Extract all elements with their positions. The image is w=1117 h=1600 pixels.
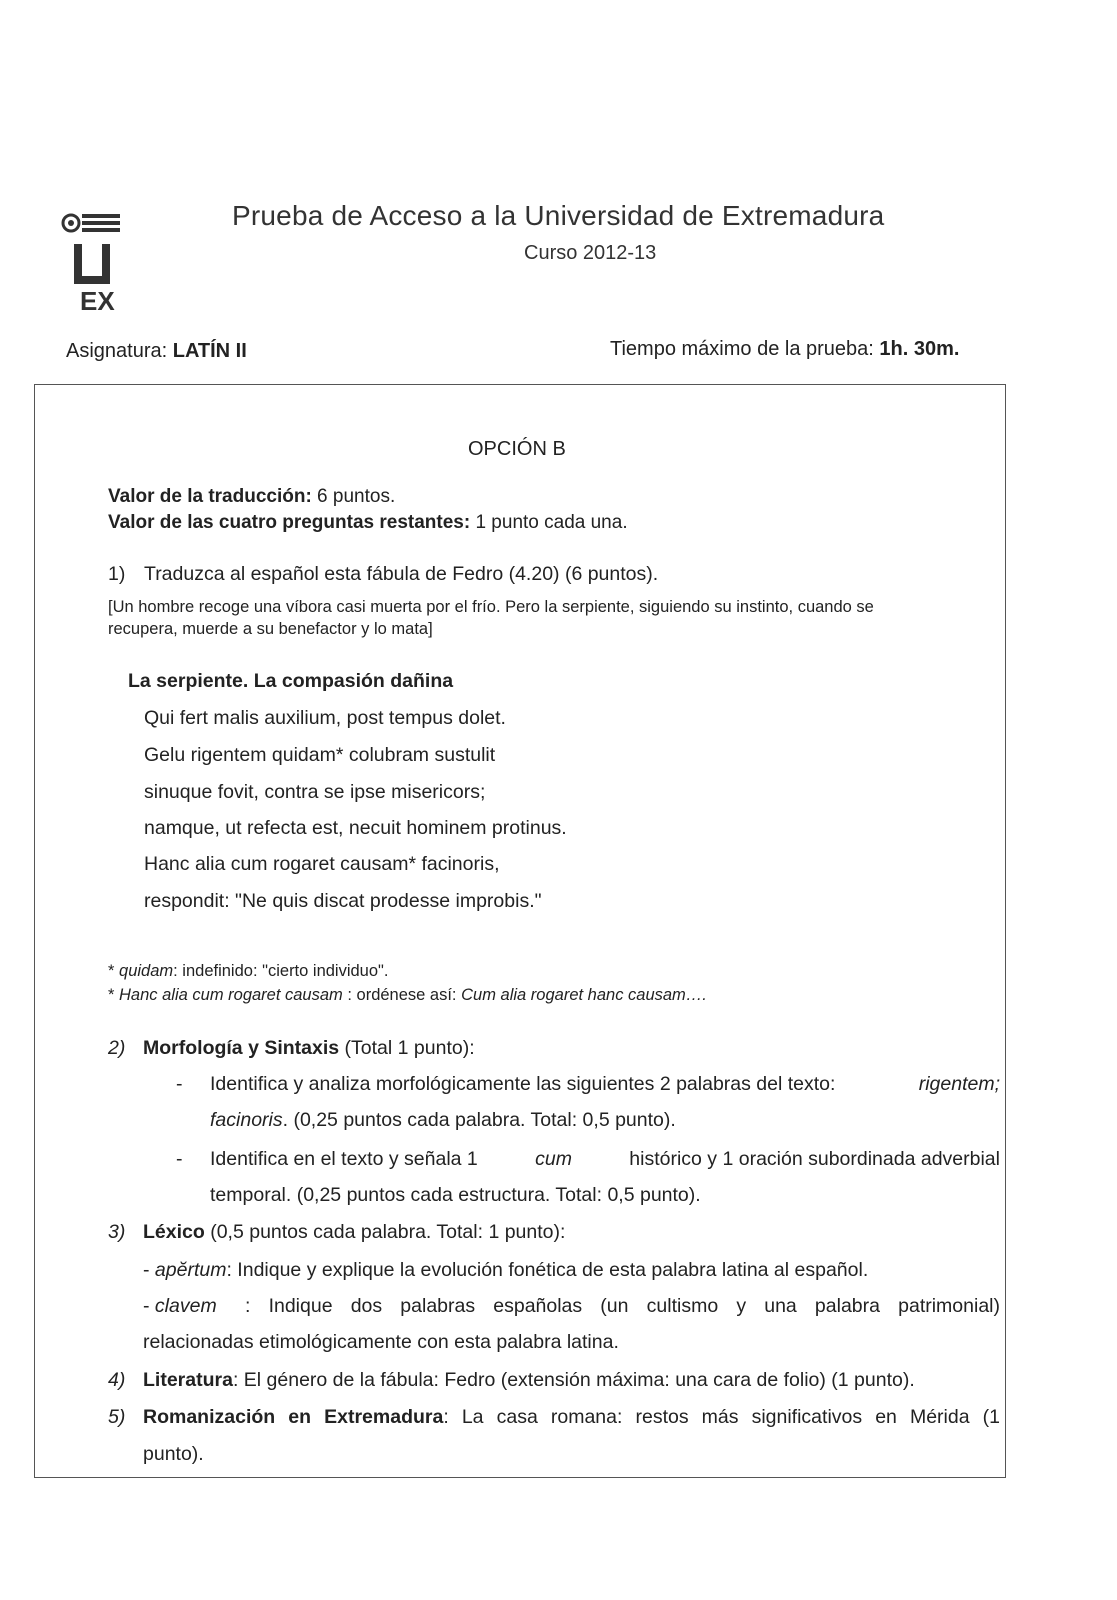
q2-bullet1-line1 [210, 1073, 1000, 1096]
university-logo [60, 212, 150, 320]
q2-bullet2-text-b: histórico y 1 oración subordinada adverbial [629, 1148, 1000, 1170]
course-year: Curso 2012-13 [524, 242, 657, 264]
fable-title: La serpiente. La compasión dañina [128, 670, 454, 692]
footnote-star: * [108, 986, 120, 1004]
questions-value-text: 1 punto cada una. [470, 512, 628, 533]
q5-number: 5) [108, 1406, 126, 1428]
q2-bullet2-line1 [210, 1148, 1000, 1171]
q3-title: Léxico [143, 1221, 205, 1243]
time-line [610, 338, 959, 361]
verse-line: sinuque fovit, contra se ipse misericors; [144, 781, 486, 803]
verse-line: Hanc alia cum rogaret causam* facinoris, [144, 853, 500, 875]
verse-line: namque, ut refecta est, necuit hominem protinus. [144, 817, 567, 839]
q3-item2-line1: - clavem : Indique dos palabras españolas (un cultismo y una palabra patrimonial) [143, 1295, 1000, 1317]
q2-number: 2) [108, 1037, 126, 1059]
logo-text: EX [80, 286, 115, 316]
q2-heading [143, 1037, 475, 1060]
footnote-quidam [108, 962, 388, 981]
q3-item2-word: clavem [154, 1295, 217, 1317]
verse-line: Qui fert malis auxilium, post tempus dolet. [144, 707, 506, 729]
q2-bullet1-text: Identifica y analiza morfológicamente las siguientes 2 palabras del texto: [210, 1073, 836, 1095]
questions-value-label: Valor de las cuatro preguntas restantes: [108, 512, 471, 533]
q3-item2-line2: relacionadas etimológicamente con esta palabra latina. [143, 1331, 619, 1353]
q5-text: : La casa romana: restos más significativos en Mérida (1 [443, 1406, 1000, 1428]
q3-number: 3) [108, 1221, 126, 1243]
q2-bullet2-text-a: Identifica en el texto y señala 1 [210, 1148, 478, 1170]
translation-value-label: Valor de la traducción: [108, 486, 312, 507]
footnote-order [108, 986, 707, 1005]
q2-bullet2-cum: cum [535, 1148, 572, 1170]
q4-text: : El género de la fábula: Fedro (extensión máxima: una cara de folio) (1 punto). [232, 1369, 915, 1391]
q1-summary-line1: [Un hombre recoge una víbora casi muerta por el frío. Pero la serpiente, siguiendo su instinto, cuando se [108, 598, 874, 616]
q3-item1-word: apĕrtum [154, 1259, 227, 1281]
subject-line [66, 340, 247, 363]
q3-item1-text: : Indique y explique la evolución fonética de esta palabra latina al español. [226, 1259, 869, 1281]
footnote-order-text: Cum alia rogaret hanc causam…. [461, 986, 707, 1004]
q1-text: Traduzca al español esta fábula de Fedro (4.20) (6 puntos). [144, 563, 659, 585]
footnote-term: Hanc alia cum rogaret causam [119, 986, 343, 1004]
q4-number: 4) [108, 1369, 126, 1391]
q2-bullet2-line2: temporal. (0,25 puntos cada estructura. Total: 0,5 punto). [210, 1184, 701, 1206]
bullet-dash: - [176, 1073, 183, 1095]
time-value: 1h. 30m. [879, 338, 960, 360]
verse-line: Gelu rigentem quidam* colubram sustulit [144, 744, 496, 766]
q3-item2-text: : Indique dos palabras españolas (un cultismo y una palabra patrimonial) [245, 1295, 1000, 1317]
translation-value-line [108, 486, 395, 508]
q2-bullet1-text2: . (0,25 puntos cada palabra. Total: 0,5 punto). [282, 1109, 676, 1131]
q3-rest: (0,5 puntos cada palabra. Total: 1 punto): [204, 1221, 566, 1243]
verse-line: respondit: "Ne quis discat prodesse improbis." [144, 890, 542, 912]
questions-value-line [108, 512, 628, 534]
q2-rest: (Total 1 punto): [339, 1037, 475, 1059]
footnote-star: * [108, 962, 120, 980]
q2-bullet1-word1: rigentem; [918, 1073, 1000, 1095]
footnote-text: : indefinido: "cierto individuo". [173, 962, 389, 980]
q2-title: Morfología y Sintaxis [143, 1037, 340, 1059]
q1-number: 1) [108, 563, 126, 585]
q3-item1: - apĕrtum: Indique y explique la evolución fonética de esta palabra latina al español. [143, 1259, 869, 1281]
subject-value: LATÍN II [172, 340, 247, 362]
q5-line [143, 1406, 1000, 1429]
q3-heading [143, 1221, 565, 1244]
translation-value-text: 6 puntos. [311, 486, 396, 507]
q4-title: Literatura [143, 1369, 233, 1391]
subject-label: Asignatura: [66, 340, 173, 362]
footnote-term: quidam [119, 962, 174, 980]
q1-summary-line2: recupera, muerde a su benefactor y lo mata] [108, 620, 433, 638]
q4-line [143, 1369, 915, 1392]
bullet-dash: - [176, 1148, 183, 1170]
q5-title: Romanización en Extremadura [143, 1406, 444, 1428]
page-title: Prueba de Acceso a la Universidad de Extremadura [232, 200, 885, 231]
footnote-text: : ordénese así: [342, 986, 462, 1004]
q2-bullet1-line2 [210, 1109, 676, 1132]
option-title: OPCIÓN B [468, 438, 566, 460]
q2-bullet1-word2: facinoris [210, 1109, 283, 1131]
time-label: Tiempo máximo de la prueba: [610, 338, 880, 360]
q5-line2: punto). [143, 1443, 204, 1465]
